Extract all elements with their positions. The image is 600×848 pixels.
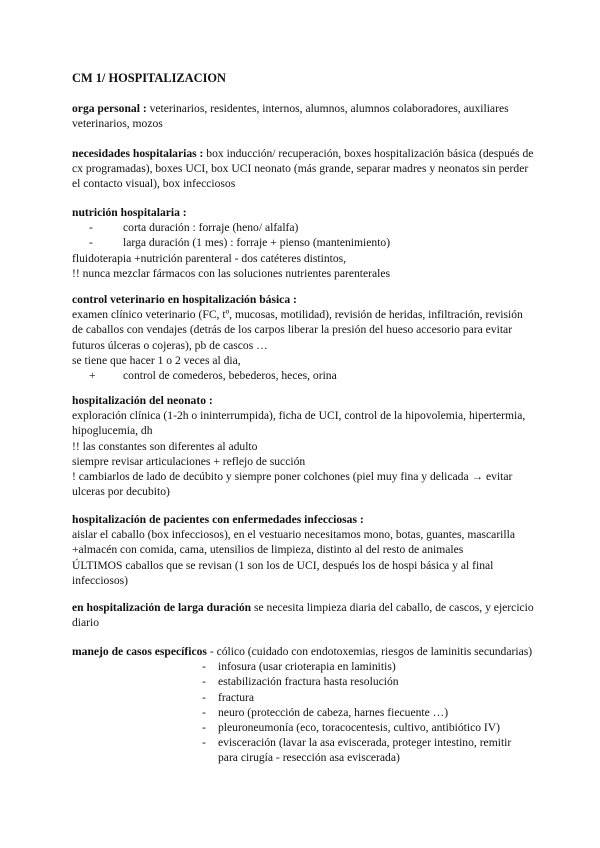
- bullet-marker: +: [89, 369, 96, 383]
- bullet-marker: -: [89, 221, 93, 235]
- list-item: [89, 235, 534, 250]
- bullet-marker: -: [202, 736, 206, 750]
- bullet-marker: -: [202, 660, 206, 674]
- document-title: CM 1/ HOSPITALIZACION: [72, 71, 226, 85]
- section-text: box inducción/ recuperación, boxes hospitalización básica (después de cx programadas), boxes UCI, box UCI neonato (más grande, separar madres y neonatos sin perder el contacto visual), box infecciosos: [72, 147, 534, 191]
- bullet-marker: -: [202, 705, 206, 719]
- section-necesidades: [72, 146, 534, 192]
- list-item-text: fractura: [218, 690, 255, 704]
- section-heading: manejo de casos específicos: [72, 645, 207, 658]
- paragraph-line: ! cambiarlos de lado de decúbito y siempre poner colchones (piel muy fina y delicada → evitar ulceras por decubito): [72, 470, 513, 499]
- section-heading: orga personal :: [72, 102, 147, 115]
- section-text: veterinarios, residentes, internos, alumnos, alumnos colaboradores, auxiliares veterinarios, mozos: [72, 102, 509, 131]
- list-item: [89, 368, 534, 383]
- section-control: [72, 292, 534, 383]
- list-item-text: evisceración (lavar la asa eviscerada, proteger intestino, remitir para cirugía - resección asa eviscerada): [218, 736, 512, 765]
- paragraph-line: se tiene que hacer 1 o 2 veces al dia,: [72, 353, 241, 367]
- section-neonato: [72, 393, 534, 499]
- list-item: [202, 705, 534, 720]
- bullet-marker: -: [202, 690, 206, 704]
- paragraph-line: aislar el caballo (box infecciosos), en el vestuario necesitamos mono, botas, guantes, mascarilla: [72, 528, 515, 542]
- list-item: [202, 659, 534, 674]
- manejo-list: [72, 659, 534, 765]
- list-item-text: neuro (protección de cabeza, harnes fiecuente …): [218, 705, 449, 719]
- section-manejo: [72, 644, 534, 766]
- section-text: se necesita limpieza diaria del caballo, de cascos, y ejercicio diario: [72, 601, 534, 630]
- list-item: [89, 220, 534, 235]
- list-item: [202, 690, 534, 705]
- section-organigrama: [72, 101, 534, 131]
- list-item-text: infosura (usar crioterapia en laminitis): [218, 660, 396, 674]
- paragraph-line: !! nunca mezclar fármacos con las soluciones nutrientes parenterales: [72, 266, 391, 280]
- paragraph-line: !! las constantes son diferentes al adulto: [72, 439, 258, 453]
- section-text: - cólico (cuidado con endotoxemias, riesgos de laminitis secundarias): [206, 645, 533, 658]
- nutricion-list: [72, 220, 534, 250]
- list-item-text: pleuroneumonía (eco, toracocentesis, cultivo, antibiótico IV): [218, 721, 501, 735]
- list-item: [202, 735, 534, 765]
- paragraph-text: examen clínico veterinario (FC, tº, mucosas, motilidad), revisión de heridas, infiltración, revisión de caballos con vendajes (detrás de los carpos liberar la presión del hueso accesorio para evitar futuros úlceras o cojeras), pb de cascos …: [72, 308, 523, 352]
- section-heading: en hospitalización de larga duración: [72, 601, 252, 614]
- list-item-text: control de comederos, bebederos, heces, orina: [123, 369, 337, 383]
- list-item-text: corta duración : forraje (heno/ alfalfa): [123, 221, 299, 235]
- section-heading: nutrición hospitalaria :: [72, 206, 187, 219]
- bullet-marker: -: [202, 721, 206, 735]
- paragraph-line: siempre revisar articulaciones + reflejo de succión: [72, 454, 306, 468]
- section-larga-duracion: [72, 600, 534, 630]
- section-heading: hospitalización de pacientes con enfermedades infecciosas :: [72, 513, 364, 526]
- bullet-marker: -: [89, 236, 93, 250]
- section-heading: control veterinario en hospitalización básica :: [72, 293, 297, 306]
- section-heading: necesidades hospitalarias :: [72, 147, 204, 160]
- list-item-text: larga duración (1 mes) : forraje + pienso (mantenimiento): [123, 236, 391, 250]
- list-item: [202, 720, 534, 735]
- bullet-marker: -: [202, 675, 206, 689]
- section-heading: hospitalización del neonato :: [72, 394, 213, 407]
- paragraph-line: fluidoterapia +nutrición parenteral - dos catéteres distintos,: [72, 251, 347, 265]
- paragraph-line: exploración clínica (1-2h o ininterrumpida), ficha de UCI, control de la hipovolemia, hipertermia, hipoglucemia, dh: [72, 409, 526, 438]
- list-item-text: estabilización fractura hasta resolución: [218, 675, 399, 689]
- paragraph-line: +almacén con comida, cama, utensilios de limpieza, distinto al del resto de animales: [72, 543, 464, 557]
- section-nutricion: [72, 205, 534, 281]
- list-item: [202, 674, 534, 689]
- section-infecciosas: [72, 512, 534, 588]
- control-list: [72, 368, 534, 383]
- paragraph-line: ÚLTIMOS caballos que se revisan (1 son los de UCI, después los de hospi básica y al final infecciosos): [72, 558, 494, 587]
